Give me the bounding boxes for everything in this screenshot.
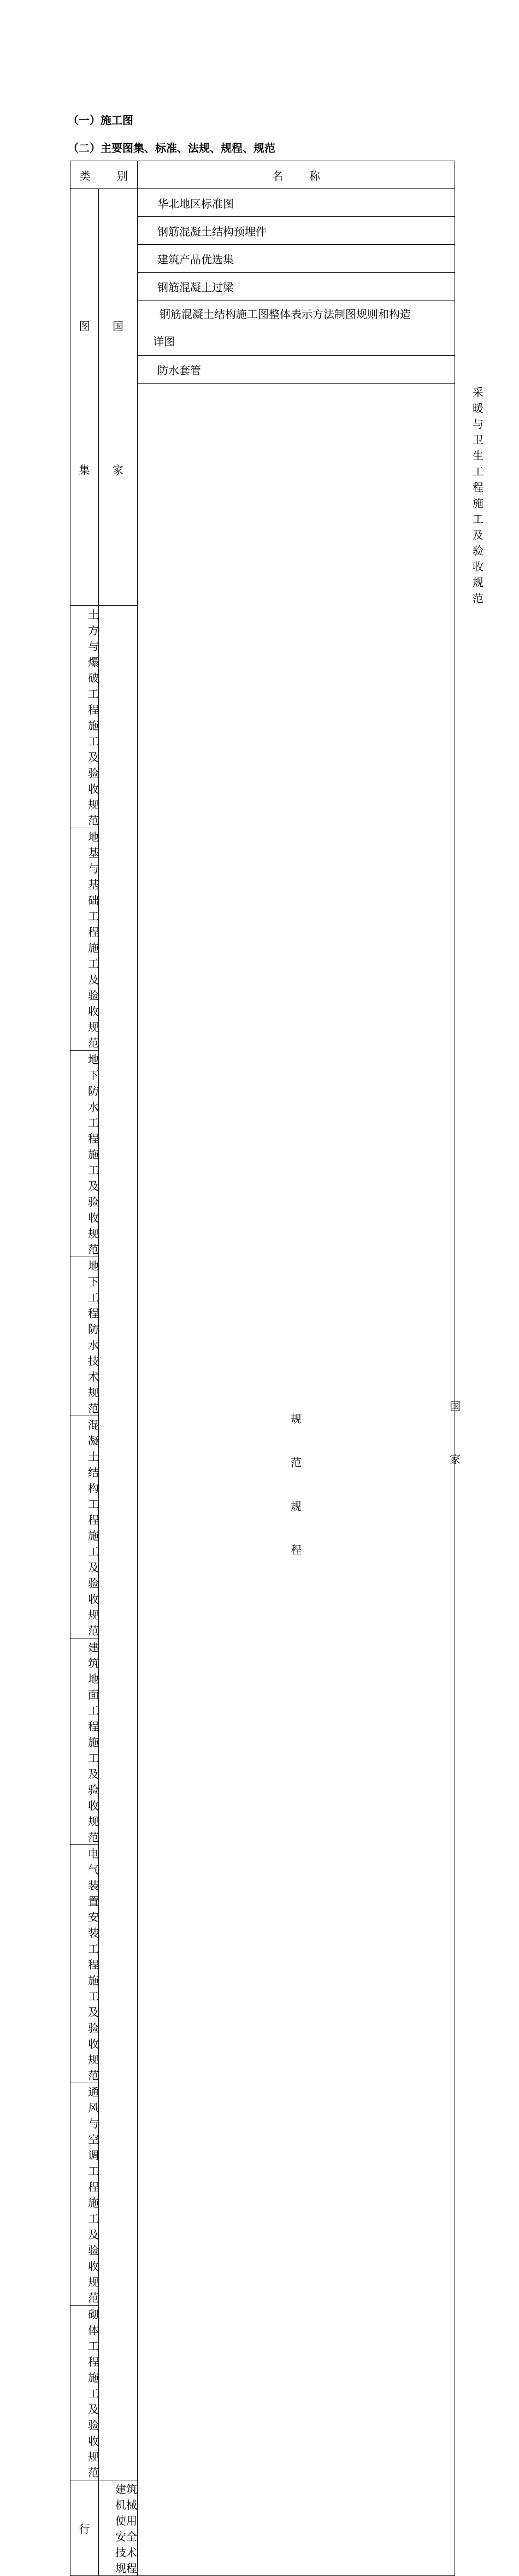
- standard-name: 地下工程防水技术规范: [70, 1257, 99, 1416]
- standard-name: 电气装置安装工程施工及验收规范: [70, 1845, 99, 2083]
- scope-industry: 行: [70, 2480, 99, 2576]
- scope-national: 国 家: [99, 189, 138, 606]
- standard-name: 华北地区标准图: [138, 189, 455, 217]
- table-row: 规 范 规 程 国 家 采暖与卫生工程施工及验收规范: [70, 384, 455, 606]
- standard-name: 防水套管: [138, 356, 455, 384]
- category-codes: 规 范 规 程: [138, 384, 455, 2576]
- standard-name: 建筑机械使用安全技术规程: [99, 2480, 138, 2576]
- standard-name: 通风与空调工程施工及验收规范: [70, 2083, 99, 2306]
- standard-name: 土方与爆破工程施工及验收规范: [70, 606, 99, 828]
- standard-name: 砌体工程施工及验收规范: [70, 2306, 99, 2480]
- category-atlas: 图 集: [70, 189, 99, 606]
- header-category: 类 别: [70, 161, 138, 189]
- standard-name-long: 钢筋混凝土结构施工图整体表示方法制图规则和构造 详图: [138, 300, 455, 356]
- table-row: [70, 189, 455, 217]
- standard-name: 混凝土结构工程施工及验收规范: [70, 1416, 99, 1638]
- standards-table: [70, 161, 483, 2576]
- standard-name: 地基与基础工程施工及验收规范: [70, 828, 99, 1051]
- standard-name: 地下防水工程施工及验收规范: [70, 1051, 99, 1257]
- standard-name: 建筑产品优选集: [138, 245, 455, 273]
- standard-name: 钢筋混凝土结构预埋件: [138, 217, 455, 245]
- section-heading-standards: （二）主要图集、标准、法规、规程、规范: [68, 142, 275, 155]
- standard-name: 建筑地面工程施工及验收规范: [70, 1638, 99, 1845]
- table-header-row: [70, 161, 455, 189]
- section-heading-construction-drawings: （一）施工图: [68, 114, 133, 127]
- standard-name: 钢筋混凝土过梁: [138, 273, 455, 300]
- header-name: 名 称: [138, 161, 455, 189]
